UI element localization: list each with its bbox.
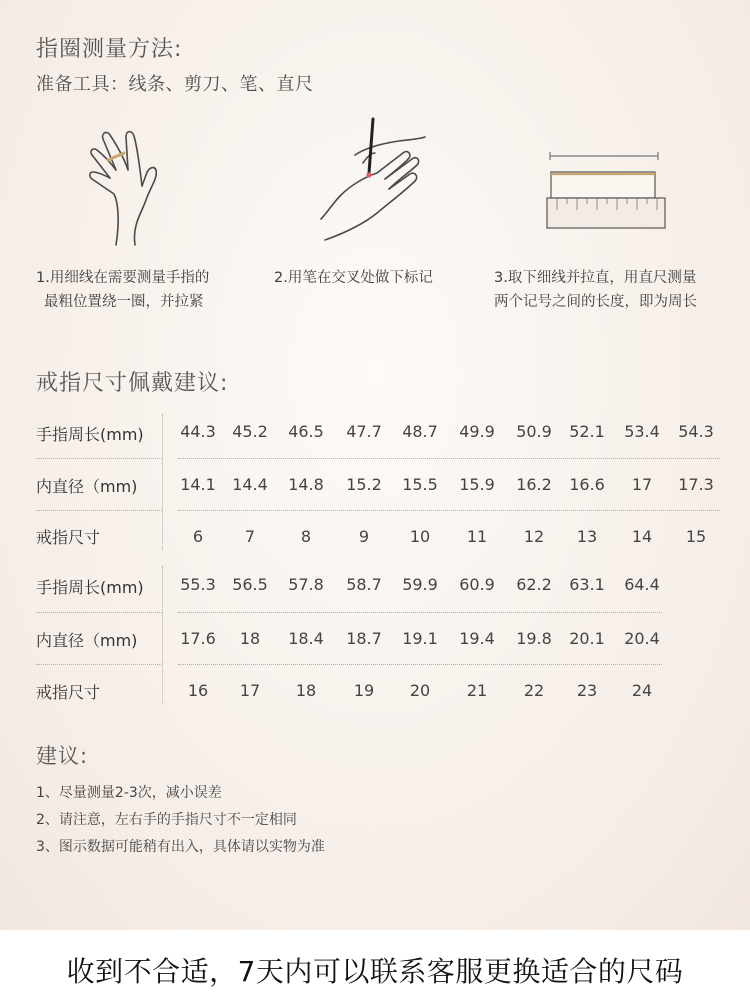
ring-size-cell: 14 <box>631 527 653 546</box>
ring-size-cell: 23 <box>576 681 598 700</box>
hand-pen-mark-icon <box>315 115 435 250</box>
ring-size-cell: 8 <box>300 527 312 546</box>
diameter-cell: 17.3 <box>678 475 714 494</box>
diameter-cell: 19.1 <box>402 629 438 648</box>
diameter-cell: 18 <box>239 629 261 648</box>
circumference-cell: 58.7 <box>346 575 382 594</box>
ruler-icon <box>545 150 670 235</box>
footer-notice: 收到不合适，7天内可以联系客服更换适合的尺码 <box>66 955 684 988</box>
diameter-cell: 14.4 <box>232 475 268 494</box>
diameter-cell: 14.1 <box>180 475 216 494</box>
circumference-cell: 64.4 <box>624 575 660 594</box>
circumference-cell: 62.2 <box>516 575 552 594</box>
diameter-cell: 20.1 <box>569 629 605 648</box>
ring-size-cell: 9 <box>358 527 370 546</box>
diameter-cell: 18.4 <box>288 629 324 648</box>
row-label-diameter: 内直径（mm) <box>36 631 138 650</box>
diameter-cell: 20.4 <box>624 629 660 648</box>
label-rule <box>36 664 162 665</box>
row-label-circumference: 手指周长(mm) <box>36 578 144 597</box>
label-rule <box>36 510 162 511</box>
circumference-cell: 47.7 <box>346 422 382 441</box>
ring-size-cell: 24 <box>631 681 653 700</box>
ring-size-cell: 20 <box>409 681 431 700</box>
ring-size-cell: 11 <box>466 527 488 546</box>
step-2-line-1: 2.用笔在交叉处做下标记 <box>274 270 433 286</box>
row-label-circumference: 手指周长(mm) <box>36 425 144 444</box>
size-table-title: 戒指尺寸佩戴建议: <box>36 371 229 396</box>
row-label-size: 戒指尺寸 <box>36 528 101 547</box>
ring-size-cell: 18 <box>295 681 317 700</box>
ring-size-cell: 22 <box>523 681 545 700</box>
diameter-cell: 17 <box>631 475 653 494</box>
label-rule <box>36 612 162 613</box>
diameter-cell: 18.7 <box>346 629 382 648</box>
ring-size-cell: 13 <box>576 527 598 546</box>
step-3-text <box>494 266 697 314</box>
circumference-cell: 57.8 <box>288 575 324 594</box>
ring-size-cell: 21 <box>466 681 488 700</box>
tips-title: 建议: <box>36 744 89 768</box>
circumference-cell: 60.9 <box>459 575 495 594</box>
tip-item: 3、图示数据可能稍有出入，具体请以实物为准 <box>36 839 325 855</box>
circumference-cell: 59.9 <box>402 575 438 594</box>
diameter-cell: 15.9 <box>459 475 495 494</box>
ring-size-cell: 12 <box>523 527 545 546</box>
circumference-cell: 63.1 <box>569 575 605 594</box>
tools-line: 准备工具：线条、剪刀、笔、直尺 <box>36 74 314 95</box>
row-rule <box>178 458 720 459</box>
label-rule <box>36 458 162 459</box>
ring-size-cell: 17 <box>239 681 261 700</box>
row-label-size: 戒指尺寸 <box>36 683 101 702</box>
diameter-cell: 19.4 <box>459 629 495 648</box>
step-1-line-1: 1.用细线在需要测量手指的 <box>36 270 210 286</box>
step-2-text <box>274 266 433 290</box>
circumference-cell: 54.3 <box>678 422 714 441</box>
diameter-cell: 19.8 <box>516 629 552 648</box>
diameter-cell: 14.8 <box>288 475 324 494</box>
step-1-text <box>36 266 209 314</box>
diameter-cell: 16.2 <box>516 475 552 494</box>
circumference-cell: 49.9 <box>459 422 495 441</box>
table-divider <box>162 566 163 704</box>
tip-item: 1、尽量测量2-3次，减小误差 <box>36 785 222 801</box>
tip-item: 2、请注意，左右手的手指尺寸不一定相同 <box>36 812 297 828</box>
circumference-cell: 55.3 <box>180 575 216 594</box>
ring-size-cell: 16 <box>187 681 209 700</box>
ring-size-cell: 19 <box>353 681 375 700</box>
circumference-cell: 50.9 <box>516 422 552 441</box>
ring-size-cell: 6 <box>192 527 204 546</box>
row-rule <box>178 510 720 511</box>
hand-wrap-icon <box>80 120 170 250</box>
diameter-cell: 16.6 <box>569 475 605 494</box>
circumference-cell: 48.7 <box>402 422 438 441</box>
circumference-cell: 52.1 <box>569 422 605 441</box>
step-3-line-1: 3.取下细线并拉直，用直尺测量 <box>494 270 697 286</box>
circumference-cell: 44.3 <box>180 422 216 441</box>
method-title: 指圈测量方法: <box>36 37 183 62</box>
table-divider <box>162 414 163 550</box>
diameter-cell: 15.5 <box>402 475 438 494</box>
ring-size-cell: 15 <box>685 527 707 546</box>
circumference-cell: 53.4 <box>624 422 660 441</box>
circumference-cell: 46.5 <box>288 422 324 441</box>
diameter-cell: 17.6 <box>180 629 216 648</box>
row-label-diameter: 内直径（mm) <box>36 477 138 496</box>
row-rule <box>178 664 662 665</box>
diameter-cell: 15.2 <box>346 475 382 494</box>
row-rule <box>178 612 662 613</box>
circumference-cell: 56.5 <box>232 575 268 594</box>
step-1-line-2: 最粗位置绕一圈，并拉紧 <box>44 294 204 310</box>
ring-size-cell: 10 <box>409 527 431 546</box>
step-3-line-2: 两个记号之间的长度，即为周长 <box>494 294 697 310</box>
ring-size-cell: 7 <box>244 527 256 546</box>
circumference-cell: 45.2 <box>232 422 268 441</box>
